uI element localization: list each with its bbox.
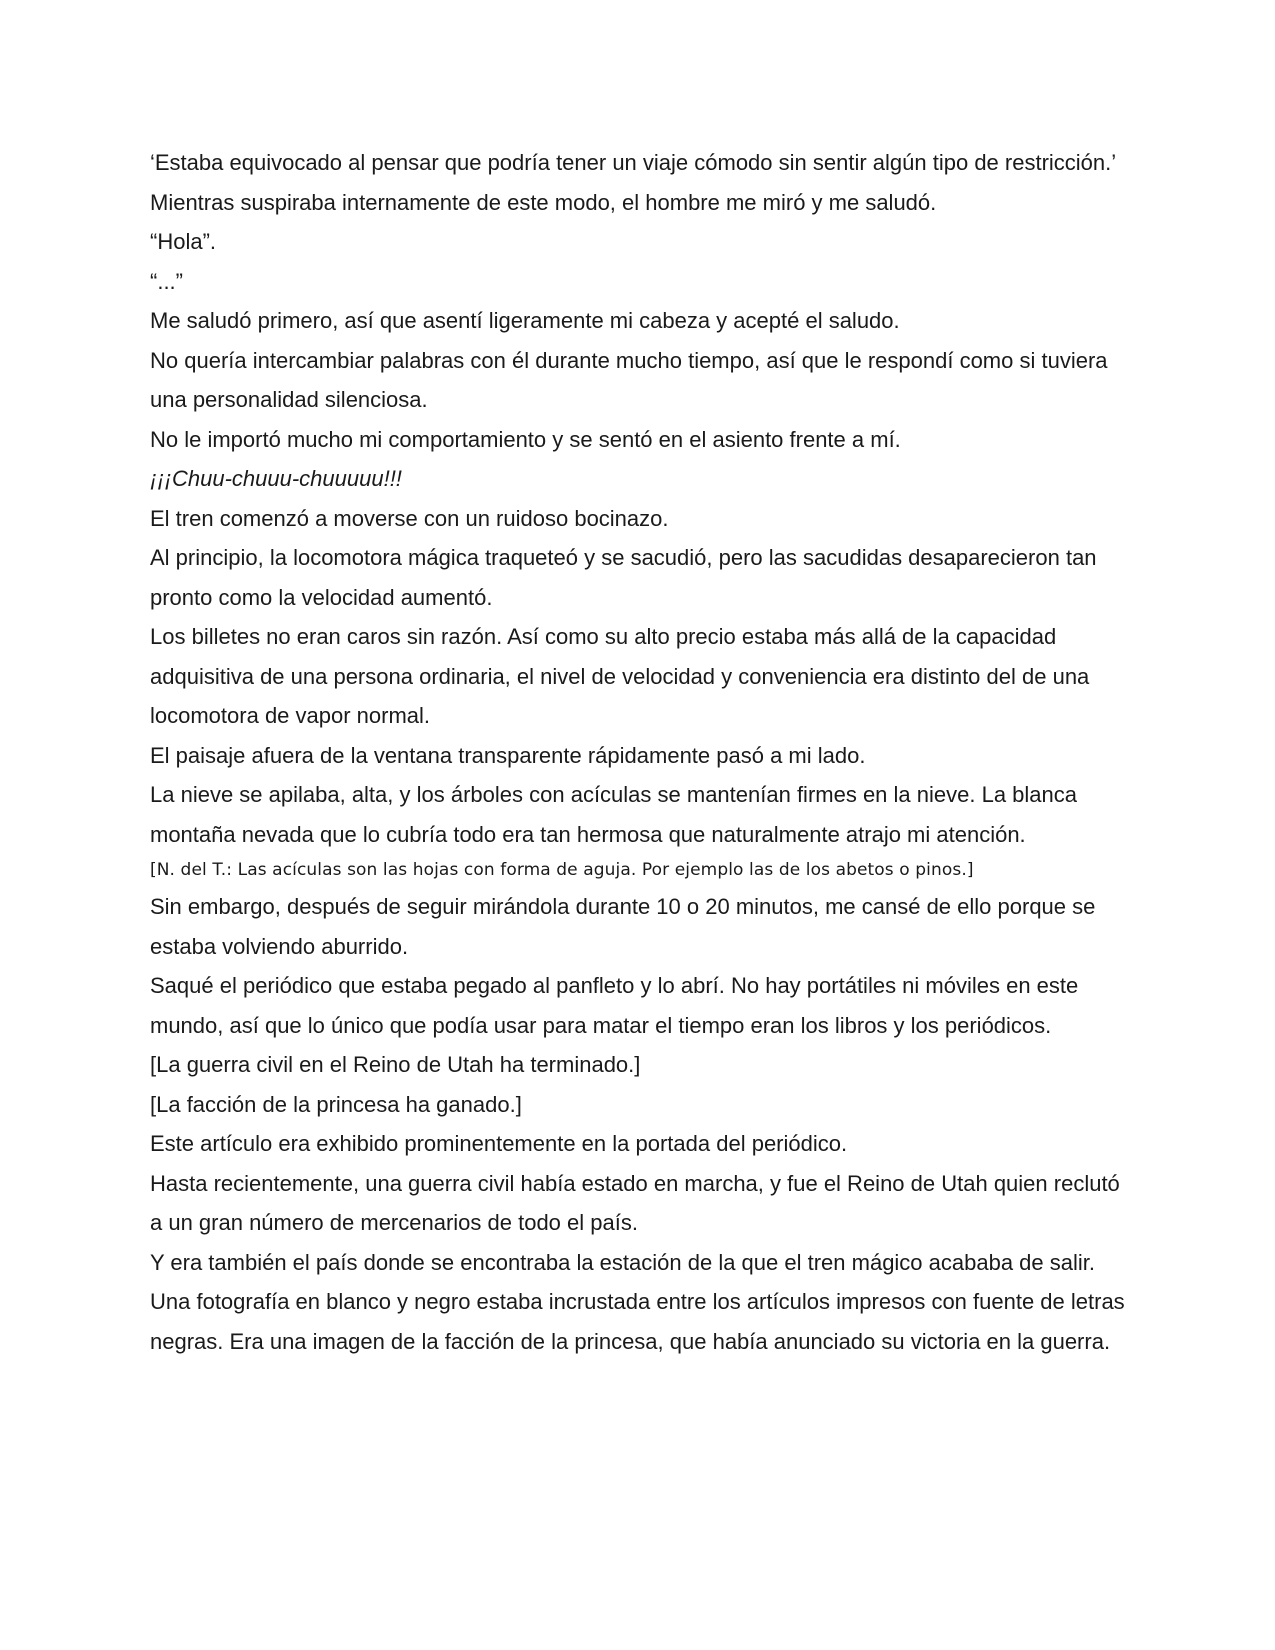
onomatopoeia-paragraph: ¡¡¡Chuu-chuuu-chuuuuu!!!	[150, 466, 402, 491]
paragraph: Una fotografía en blanco y negro estaba incrustada entre los artículos impresos con fuente de letras negras. Era una imagen de la facción de la princesa, que había anunciado su victoria en la guerra.	[150, 1289, 1125, 1354]
paragraph: ‘Estaba equivocado al pensar que podría tener un viaje cómodo sin sentir algún tipo de restricción.’	[150, 150, 1117, 175]
paragraph: Sin embargo, después de seguir mirándola durante 10 o 20 minutos, me cansé de ello porque se estaba volviendo aburrido.	[150, 894, 1096, 959]
paragraph: Los billetes no eran caros sin razón. Así como su alto precio estaba más allá de la capacidad adquisitiva de una persona ordinaria, el nivel de velocidad y conveniencia era distinto del de una locomotora de vapor normal.	[150, 624, 1090, 728]
translator-note: [N. del T.: Las acículas son las hojas con forma de aguja. Por ejemplo las de los abetos o pinos.]	[150, 860, 974, 880]
paragraph: No quería intercambiar palabras con él durante mucho tiempo, así que le respondí como si tuviera una personalidad silenciosa.	[150, 347, 1108, 412]
paragraph: “Hola”.	[150, 229, 217, 254]
headline-quote: [La facción de la princesa ha ganado.]	[150, 1091, 522, 1117]
paragraph: “...”	[150, 268, 183, 294]
paragraph: Me saludó primero, así que asentí ligeramente mi cabeza y acepté el saludo.	[150, 308, 900, 333]
paragraph: Este artículo era exhibido prominentemente en la portada del periódico.	[150, 1131, 848, 1156]
paragraph: No le importó mucho mi comportamiento y se sentó en el asiento frente a mí.	[150, 426, 901, 452]
paragraph: Hasta recientemente, una guerra civil había estado en marcha, y fue el Reino de Utah quien reclutó a un gran número de mercenarios de todo el país.	[150, 1170, 1120, 1235]
paragraph: El tren comenzó a moverse con un ruidoso bocinazo.	[150, 505, 669, 531]
paragraph: El paisaje afuera de la ventana transparente rápidamente pasó a mi lado.	[150, 742, 866, 768]
headline-quote: [La guerra civil en el Reino de Utah ha terminado.]	[150, 1052, 641, 1077]
paragraph: Y era también el país donde se encontraba la estación de la que el tren mágico acababa de salir.	[150, 1249, 1096, 1275]
paragraph: Saqué el periódico que estaba pegado al panfleto y lo abrí. No hay portátiles ni móviles en este mundo, así que lo único que podía usar para matar el tiempo eran los libros y los periódicos.	[150, 973, 1079, 1038]
paragraph: Mientras suspiraba internamente de este modo, el hombre me miró y me saludó.	[150, 189, 937, 215]
document-body	[150, 143, 1135, 1361]
paragraph: La nieve se apilaba, alta, y los árboles con acículas se mantenían firmes en la nieve. La blanca montaña nevada que lo cubría todo era tan hermosa que naturalmente atrajo mi atención.	[150, 782, 1077, 847]
paragraph: Al principio, la locomotora mágica traqueteó y se sacudió, pero las sacudidas desaparecieron tan pronto como la velocidad aumentó.	[150, 545, 1097, 610]
